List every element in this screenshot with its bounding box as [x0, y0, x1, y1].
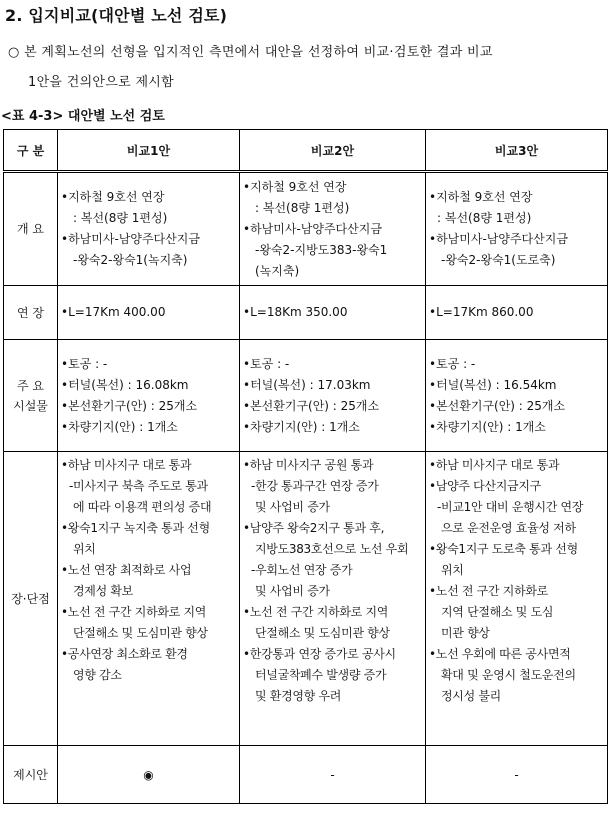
- list-item: 으로 운전운영 효율성 저하: [441, 521, 576, 535]
- list-item: 터널굴착폐수 발생량 증가: [255, 668, 387, 682]
- list-item: •지하철 9호선 연장: [243, 179, 347, 194]
- list-item: (녹지축): [255, 263, 300, 278]
- header-alt1: 비교1안: [58, 130, 240, 172]
- list-item: 미관 향상: [441, 626, 490, 640]
- list-item: •왕숙1지구 녹지축 통과 선형: [61, 521, 210, 535]
- list-item: •차량기지(안) : 1개소: [243, 419, 360, 434]
- pros-cons-alt1: [58, 452, 240, 746]
- list-item: -우회노선 연장 증가: [251, 563, 353, 577]
- row-facilities: [4, 340, 608, 452]
- list-item: 영향 감소: [73, 668, 122, 682]
- list-item: •왕숙1지구 도로축 통과 선형: [429, 542, 578, 556]
- header-category: 구 분: [4, 130, 58, 172]
- list-item: : 복선(8량 1편성): [255, 200, 350, 215]
- list-item: •노선 전 구간 지하화로 지역: [243, 605, 389, 619]
- summary-line-2: 1안을 건의안으로 제시함: [28, 75, 175, 90]
- list-item: •차량기지(안) : 1개소: [61, 419, 178, 434]
- row-overview: [4, 172, 608, 286]
- route-comparison-table: [3, 129, 608, 804]
- facilities-alt1: [58, 340, 240, 452]
- facilities-alt3: [426, 340, 608, 452]
- list-item: •노선 우회에 따른 공사면적: [429, 647, 571, 661]
- list-item: 및 사업비 증가: [255, 584, 330, 598]
- row-label-overview: 개 요: [4, 172, 58, 286]
- list-item: -비교1안 대비 운행시간 연장: [437, 500, 584, 514]
- list-item: 에 따라 이용객 편의성 증대: [73, 500, 212, 514]
- pros-cons-alt3: [426, 452, 608, 746]
- proposal-alt3-mark: -: [426, 746, 608, 804]
- proposal-alt2-mark: -: [240, 746, 426, 804]
- list-item: 단절해소 및 도심미관 향상: [255, 626, 390, 640]
- list-item: •노선 전 구간 지하화로: [429, 584, 548, 598]
- list-item: : 복선(8량 1편성): [437, 211, 532, 225]
- list-item: •터널(복선) : 16.54km: [429, 377, 557, 392]
- table-header-row: [4, 130, 608, 172]
- list-item: •노선 전 구간 지하화로 지역: [61, 605, 207, 619]
- row-pros-cons: [4, 452, 608, 746]
- list-item: •하남 미사지구 공원 통과: [243, 458, 374, 472]
- list-item: -왕숙2-지방도383-왕숙1: [255, 242, 388, 257]
- row-label-line: 시설물: [13, 398, 48, 413]
- header-alt3: 비교3안: [426, 130, 608, 172]
- list-item: •터널(복선) : 17.03km: [243, 377, 371, 392]
- list-item: •차량기지(안) : 1개소: [429, 419, 546, 434]
- length-alt3: [426, 286, 608, 340]
- list-item: •지하철 9호선 연장: [61, 190, 165, 204]
- list-item: •공사연장 최소화로 환경: [61, 647, 188, 661]
- list-item: •토공 : -: [243, 356, 290, 371]
- proposal-alt1-mark: ◉: [58, 746, 240, 804]
- list-item: •본선환기구(안) : 25개소: [429, 398, 566, 413]
- header-alt2: 비교2안: [240, 130, 426, 172]
- list-item: 위치: [73, 542, 96, 556]
- list-item: -왕숙2-왕숙1(도로축): [441, 253, 556, 267]
- list-item: -미사지구 북측 주도로 통과: [69, 479, 208, 493]
- facilities-alt2: [240, 340, 426, 452]
- list-item: •남양주 왕숙2지구 통과 후,: [243, 521, 385, 535]
- row-label-pros-cons: 장·단점: [4, 452, 58, 746]
- row-label-proposal: 제시안: [4, 746, 58, 804]
- length-value: •L=18Km 350.00: [243, 305, 348, 319]
- list-item: •터널(복선) : 16.08km: [61, 377, 189, 392]
- overview-alt2: [240, 172, 426, 286]
- overview-alt1: [58, 172, 240, 286]
- list-item: 정시성 불리: [441, 689, 501, 703]
- length-value: •L=17Km 400.00: [61, 305, 166, 319]
- list-item: •하남미사-남양주다산지금: [429, 232, 568, 246]
- row-proposal: [4, 746, 608, 804]
- list-item: •노선 연장 최적화로 사업: [61, 563, 192, 577]
- list-item: 및 환경영향 우려: [255, 689, 342, 703]
- row-label-facilities: [4, 340, 58, 452]
- list-item: •한강통과 연장 증가로 공사시: [243, 647, 396, 661]
- summary-line-1: ○ 본 계획노선의 선형을 입지적인 측면에서 대안을 선정하여 비교·검토한 결과 비교: [8, 45, 493, 60]
- list-item: •하남미사-남양주다산지금: [61, 232, 200, 246]
- list-item: 단절해소 및 도심미관 향상: [73, 626, 208, 640]
- summary-paragraph: [8, 38, 608, 98]
- list-item: 지방도383호선으로 노선 우회: [255, 542, 409, 556]
- list-item: •토공 : -: [429, 356, 476, 371]
- list-item: •지하철 9호선 연장: [429, 190, 533, 204]
- list-item: •토공 : -: [61, 356, 108, 371]
- length-value: •L=17Km 860.00: [429, 305, 534, 319]
- list-item: •남양주 다산지금지구: [429, 479, 541, 493]
- overview-alt3: [426, 172, 608, 286]
- list-item: •본선환기구(안) : 25개소: [61, 398, 198, 413]
- list-item: 경제성 확보: [73, 584, 133, 598]
- row-length: [4, 286, 608, 340]
- list-item: 지역 단절해소 및 도심: [441, 605, 554, 619]
- row-label-length: 연 장: [4, 286, 58, 340]
- length-alt1: [58, 286, 240, 340]
- list-item: -한강 통과구간 연장 증가: [251, 479, 379, 493]
- pros-cons-alt2: [240, 452, 426, 746]
- list-item: •하남 미사지구 대로 통과: [429, 458, 560, 472]
- length-alt2: [240, 286, 426, 340]
- list-item: -왕숙2-왕숙1(녹지축): [73, 253, 188, 267]
- list-item: 확대 및 운영시 철도운전의: [441, 668, 576, 682]
- list-item: •하남미사-남양주다산지금: [243, 221, 382, 236]
- list-item: 위치: [441, 563, 464, 577]
- list-item: 및 사업비 증가: [255, 500, 330, 514]
- row-label-line: 주 요: [17, 378, 44, 393]
- table-caption: <표 4-3> 대안별 노선 검토: [1, 109, 165, 124]
- section-heading: 2. 입지비교(대안별 노선 검토): [5, 6, 228, 25]
- list-item: •하남 미사지구 대로 통과: [61, 458, 192, 472]
- list-item: : 복선(8량 1편성): [73, 211, 168, 225]
- list-item: •본선환기구(안) : 25개소: [243, 398, 380, 413]
